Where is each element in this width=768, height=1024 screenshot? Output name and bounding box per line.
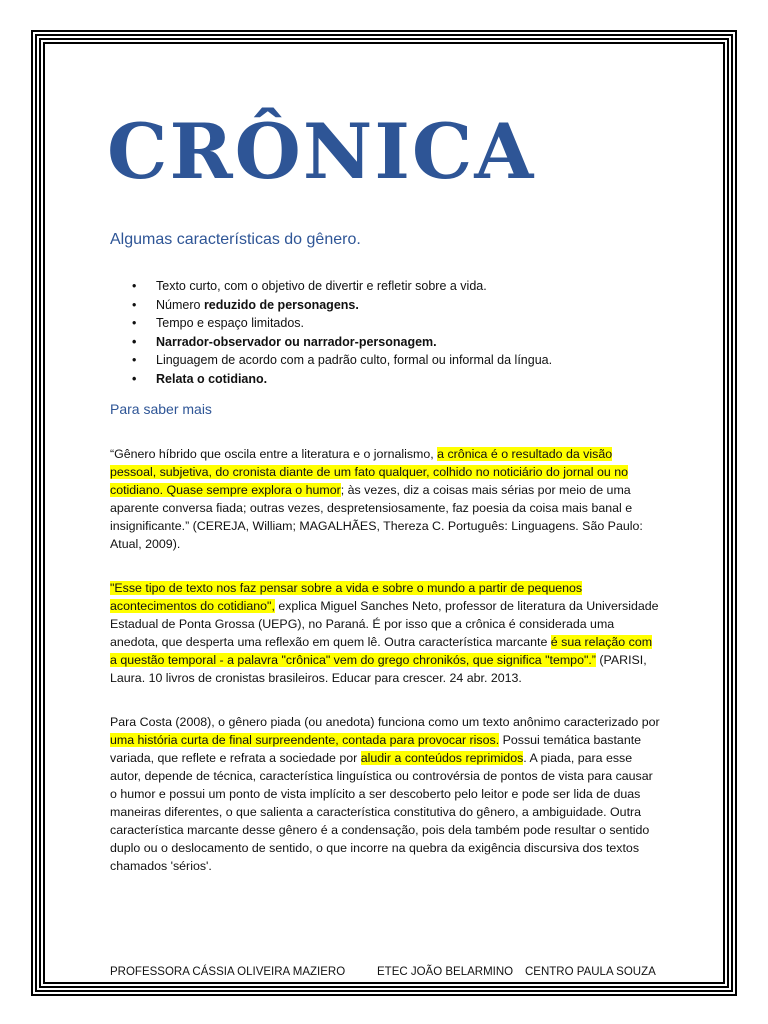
- bullet-icon: •: [132, 316, 137, 331]
- list-item-text: Número: [156, 297, 204, 312]
- highlighted-text: é sua relação com a questão temporal - a palavra "crônica" vem do grego chronikós, que significa "tempo".”: [110, 635, 653, 667]
- page-footer: [0, 964, 768, 982]
- quote-paragraph-1: [110, 445, 660, 553]
- highlighted-text: uma história curta de final surpreendente, contada para provocar risos.: [110, 733, 500, 747]
- subtitle: Algumas características do gênero.: [110, 231, 361, 248]
- paragraph-text: . A piada, para esse autor, depende de técnica, característica linguística ou controvérsia de pontos de vista para causar o humor e possui um ponto de vista implícito a ser descoberto pelo leitor e pode ser lida de duas maneiras diferentes, o que salienta a característica constitutiva do gênero, a ambiguidade. Outra característica marcante desse gênero é a condensação, pois dela também pode resultar o sentido duplo ou o deslocamento de sentido, o que incorre na quebra da exigência discursiva dos textos chamados 'sérios'.: [110, 751, 653, 873]
- paragraph-3: [110, 713, 660, 875]
- list-item: [110, 296, 690, 315]
- section-heading: Para saber mais: [110, 401, 212, 417]
- highlighted-text: a crônica é o resultado da visão pessoal, subjetiva, do cronista diante de um fato qualquer, colhido no noticiário do jornal ou no cotidiano. Quase sempre explora o humor: [110, 447, 628, 497]
- bullet-icon: •: [132, 334, 137, 349]
- list-item-text: Linguagem de acordo com a padrão culto, formal ou informal da língua.: [156, 353, 553, 368]
- bullet-icon: •: [132, 279, 137, 293]
- quote-paragraph-2: [110, 579, 660, 687]
- highlighted-text: "Esse tipo de texto nos faz pensar sobre a vida e sobre o mundo a partir de pequenos acontecimentos do cotidiano",: [110, 581, 583, 613]
- footer-center: CENTRO PAULA SOUZA: [525, 966, 656, 978]
- paragraph-text: (PARISI, Laura. 10 livros de cronistas brasileiros. Educar para crescer. 24 abr. 2013.: [110, 653, 647, 685]
- paragraph-text: Para Costa (2008), o gênero piada (ou anedota) funciona como um texto anônimo caracterizado por: [110, 715, 660, 729]
- paragraph-text: “Gênero híbrido que oscila entre a literatura e o jornalismo,: [110, 447, 438, 461]
- footer-teacher: PROFESSORA CÁSSIA OLIVEIRA MAZIERO: [110, 966, 346, 978]
- bullet-icon: •: [132, 353, 137, 368]
- list-item: [110, 351, 690, 370]
- paragraph-text: Possui temática bastante variada, que reflete e refrata a sociedade por: [110, 733, 642, 765]
- bullet-icon: •: [132, 297, 137, 312]
- bullet-icon: •: [132, 371, 137, 386]
- footer-school: ETEC JOÃO BELARMINO: [377, 966, 514, 978]
- list-item-text: Relata o cotidiano.: [156, 371, 268, 386]
- list-item-text: Tempo e espaço limitados.: [156, 316, 304, 331]
- highlighted-text: aludir a conteúdos reprimidos: [360, 751, 524, 765]
- list-item: [110, 370, 690, 389]
- page-title: CRÔNICA: [107, 107, 536, 196]
- list-item-bold-text: reduzido de personagens.: [203, 297, 359, 312]
- paragraph-text: ; às vezes, diz a coisas mais sérias por meio de uma aparente conversa fiada; outras vezes, despretensiosamente, faz poesia da coisa mais banal e insignificante.” (CEREJA, William; MAGALHÃES, Thereza C. Português: Linguagens. São Paulo: Atual, 2009).: [110, 483, 643, 551]
- feature-list: [110, 277, 690, 389]
- list-item: [110, 277, 690, 296]
- list-item-text: Texto curto, com o objetivo de divertir e refletir sobre a vida.: [156, 279, 487, 293]
- list-item: [110, 333, 690, 352]
- paragraph-text: explica Miguel Sanches Neto, professor de literatura da Universidade Estadual de Ponta Grossa (UEPG), no Paraná. É por isso que a crônica é considerada uma anedota, que desperta uma reflexão em quem lê. Outra característica marcante: [110, 599, 659, 649]
- list-item-text: Narrador-observador ou narrador-personagem.: [156, 334, 437, 349]
- list-item: [110, 314, 690, 333]
